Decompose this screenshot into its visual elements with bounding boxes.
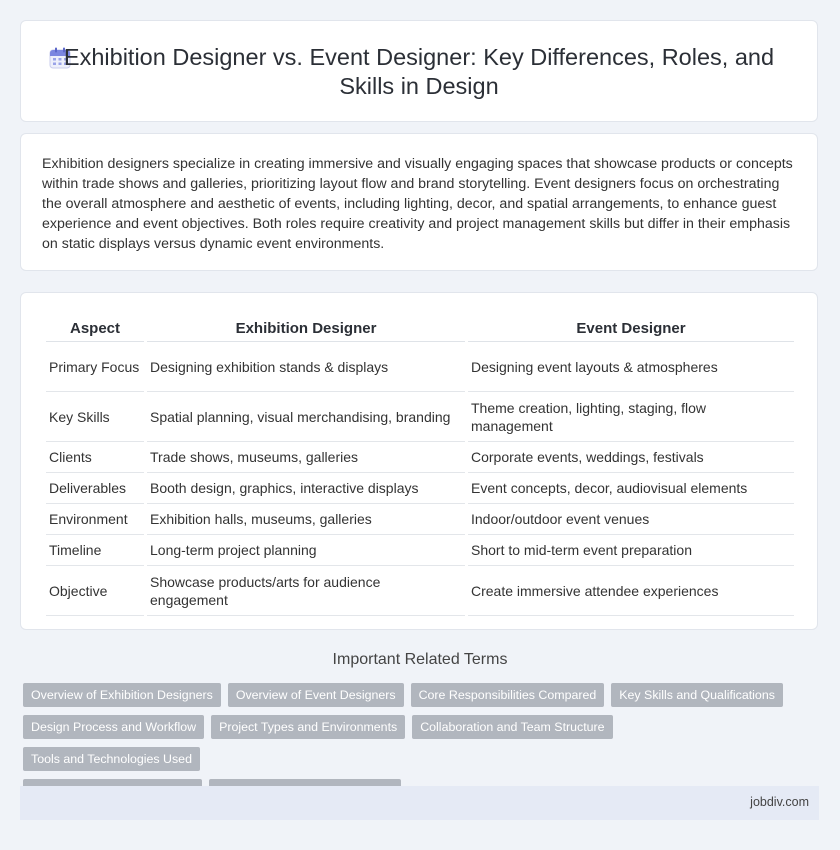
related-term-tag[interactable]: Design Process and Workflow [23, 715, 204, 739]
cell-aspect: Clients [46, 442, 144, 473]
cell-aspect: Key Skills [46, 392, 144, 442]
cell-event: Event concepts, decor, audiovisual elements [468, 473, 794, 504]
cell-event: Theme creation, lighting, staging, flow management [468, 392, 794, 442]
page-title-line-2: Skills in Design [339, 73, 499, 99]
cell-exhibition: Showcase products/arts for audience engagement [147, 566, 465, 616]
cell-exhibition: Spatial planning, visual merchandising, branding [147, 392, 465, 442]
cell-exhibition: Trade shows, museums, galleries [147, 442, 465, 473]
cell-exhibition: Booth design, graphics, interactive displays [147, 473, 465, 504]
comparison-table-card [20, 292, 818, 630]
related-term-tag[interactable]: Core Responsibilities Compared [411, 683, 605, 707]
table-row [46, 442, 794, 473]
cell-aspect: Objective [46, 566, 144, 616]
related-term-tag[interactable]: Overview of Event Designers [228, 683, 404, 707]
table-row [46, 342, 794, 392]
footer [20, 786, 819, 820]
cell-aspect: Timeline [46, 535, 144, 566]
cell-event: Indoor/outdoor event venues [468, 504, 794, 535]
header-aspect: Aspect [46, 312, 144, 342]
cell-aspect: Primary Focus [46, 342, 144, 392]
table-row [46, 392, 794, 442]
page-title-line-1: Exhibition Designer vs. Event Designer: Key Differences, Roles, and [63, 44, 775, 70]
cell-exhibition: Exhibition halls, museums, galleries [147, 504, 465, 535]
table-row [46, 566, 794, 616]
cell-exhibition: Long-term project planning [147, 535, 465, 566]
cell-aspect: Environment [46, 504, 144, 535]
comparison-table [43, 312, 797, 616]
related-term-tag[interactable]: Collaboration and Team Structure [412, 715, 612, 739]
related-term-tag[interactable]: Overview of Exhibition Designers [23, 683, 221, 707]
table-header-row [46, 312, 794, 342]
header-event-designer: Event Designer [468, 312, 794, 342]
cell-event: Short to mid-term event preparation [468, 535, 794, 566]
cell-event: Designing event layouts & atmospheres [468, 342, 794, 392]
intro-card [20, 133, 818, 271]
cell-exhibition: Designing exhibition stands & displays [147, 342, 465, 392]
related-term-tag[interactable]: Key Skills and Qualifications [611, 683, 783, 707]
related-terms-title: Important Related Terms [332, 651, 508, 668]
table-row [46, 504, 794, 535]
cell-aspect: Deliverables [46, 473, 144, 504]
title-card [20, 20, 818, 122]
related-term-tag[interactable]: Project Types and Environments [211, 715, 405, 739]
page-title [21, 43, 817, 101]
header-exhibition-designer: Exhibition Designer [147, 312, 465, 342]
table-row [46, 473, 794, 504]
cell-event: Corporate events, weddings, festivals [468, 442, 794, 473]
intro-paragraph: Exhibition designers specialize in creating immersive and visually engaging spaces that showcase products or concepts within trade shows and galleries, prioritizing layout flow and brand storytelling. Event designers focus on orchestrating the overall atmosphere and aesthetic of events, including lighting, decor, and spatial arrangements, to enhance guest experience and event objectives. Both roles require creativity and project management skills but differ in their emphasis on static displays versus dynamic event environments. [42, 156, 793, 252]
footer-site-link[interactable]: jobdiv.com [750, 795, 809, 809]
table-row [46, 535, 794, 566]
cell-event: Create immersive attendee experiences [468, 566, 794, 616]
related-term-tag[interactable]: Tools and Technologies Used [23, 747, 200, 771]
